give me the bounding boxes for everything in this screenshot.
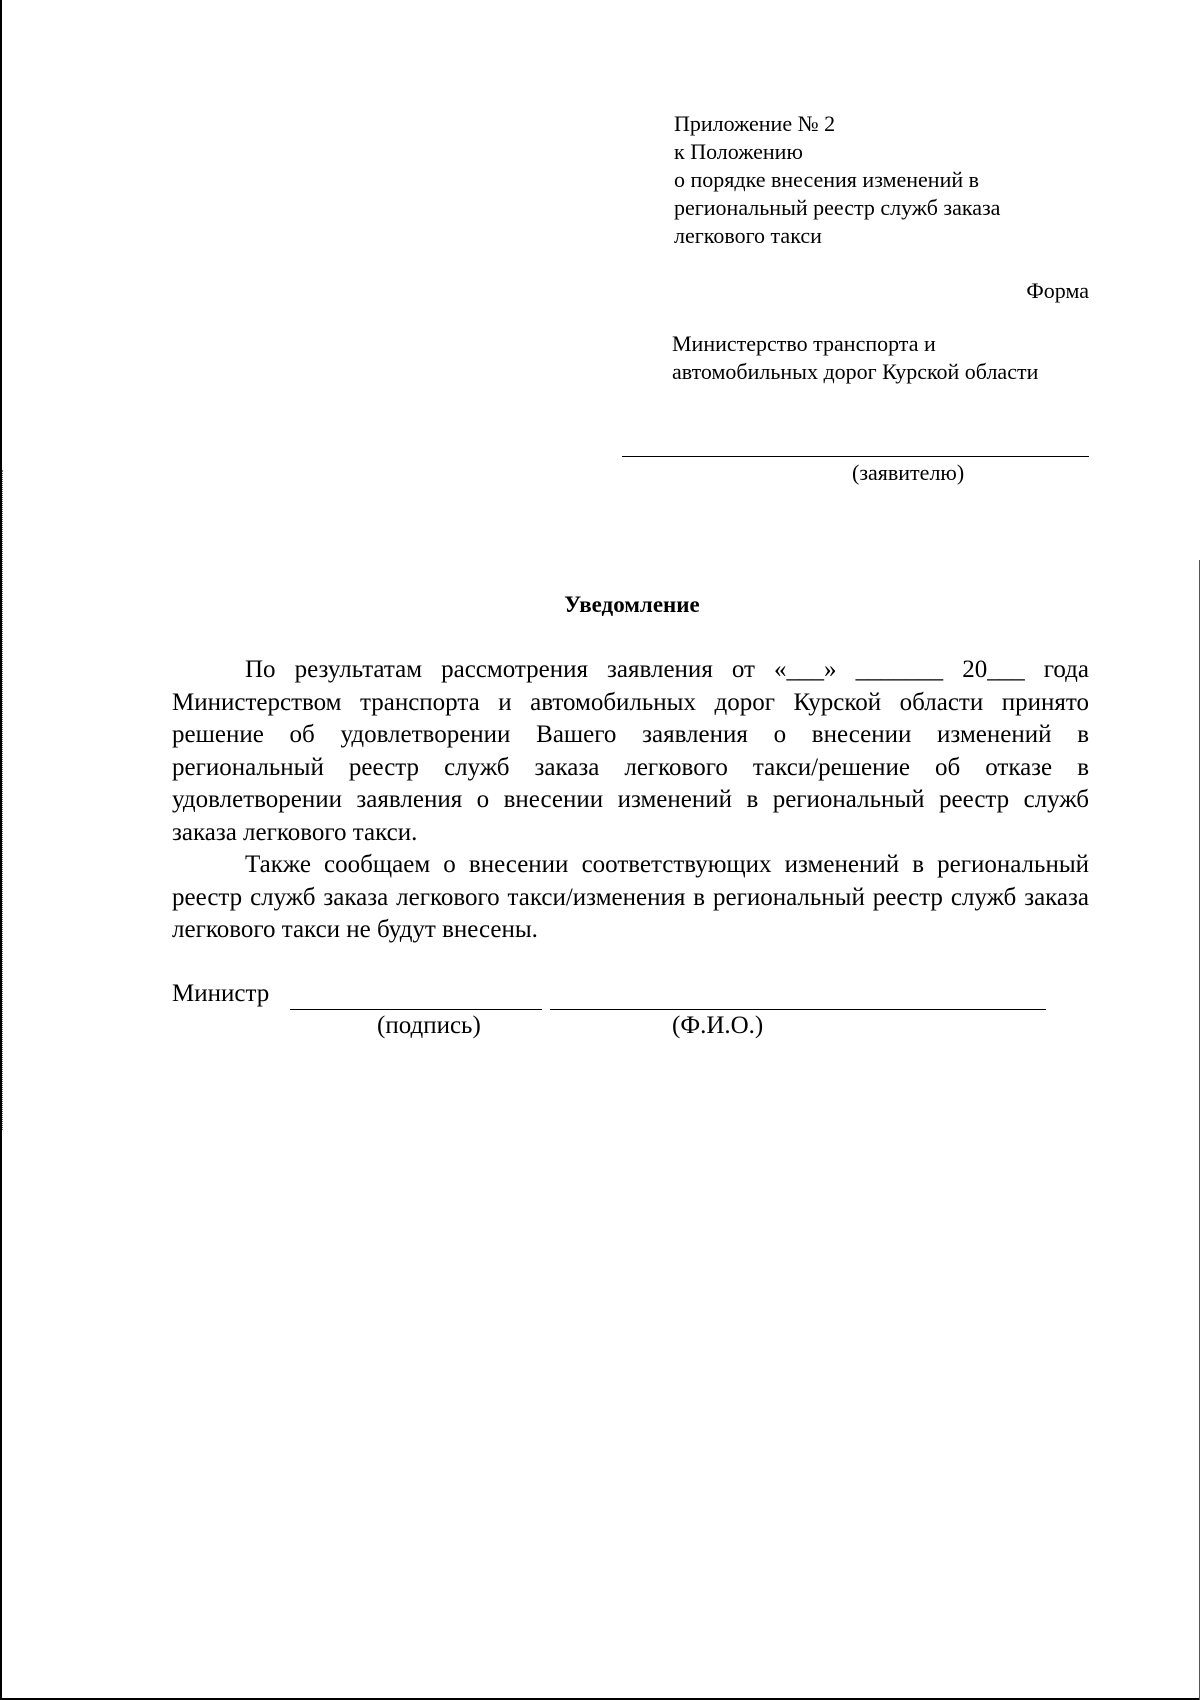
- signature-blank-line: [290, 1009, 542, 1010]
- appendix-line: легкового такси: [674, 223, 822, 248]
- appendix-line: Приложение № 2: [674, 111, 836, 136]
- appendix-header: [674, 110, 1094, 250]
- scan-edge-left: [2, 470, 7, 1130]
- form-label: Форма: [1026, 278, 1089, 303]
- applicant-blank-line: [622, 456, 1089, 457]
- name-blank-line: [550, 1009, 1046, 1010]
- appendix-line: региональный реестр служб заказа: [674, 195, 1001, 220]
- addressee-line: Министерство транспорта и: [672, 331, 936, 356]
- paragraph-decision: По результатам рассмотрения заявления от «___» _______ 20___ года Министерством транспорта и автомобильных дорог Курской области принято решение об удовлетворении Вашего заявления о внесении изменений в региональный реестр служб заказа легкового такси/решение об отказе в удовлетворении заявления о внесении изменений в региональный реестр служб заказа легкового такси.: [172, 656, 1089, 846]
- signatory-label: Министр: [172, 980, 270, 1007]
- document-title: Уведомление: [564, 592, 700, 617]
- appendix-line: к Положению: [674, 139, 803, 164]
- name-caption: (Ф.И.О.): [672, 1012, 764, 1039]
- signature-caption: (подпись): [377, 1012, 481, 1039]
- signature-row: [172, 980, 1072, 1014]
- appendix-line: о порядке внесения изменений в: [674, 167, 980, 192]
- applicant-caption: (заявителю): [852, 460, 965, 485]
- paragraph-changes: Также сообщаем о внесении соответствующих изменений в региональный реестр служб заказа легкового такси/изменения в региональный реестр служб заказа легкового такси не будут внесены.: [172, 851, 1089, 943]
- addressee-line: автомобильных дорог Курской области: [672, 359, 1039, 384]
- addressee-block: [672, 330, 1102, 386]
- notice-body: [172, 654, 1089, 947]
